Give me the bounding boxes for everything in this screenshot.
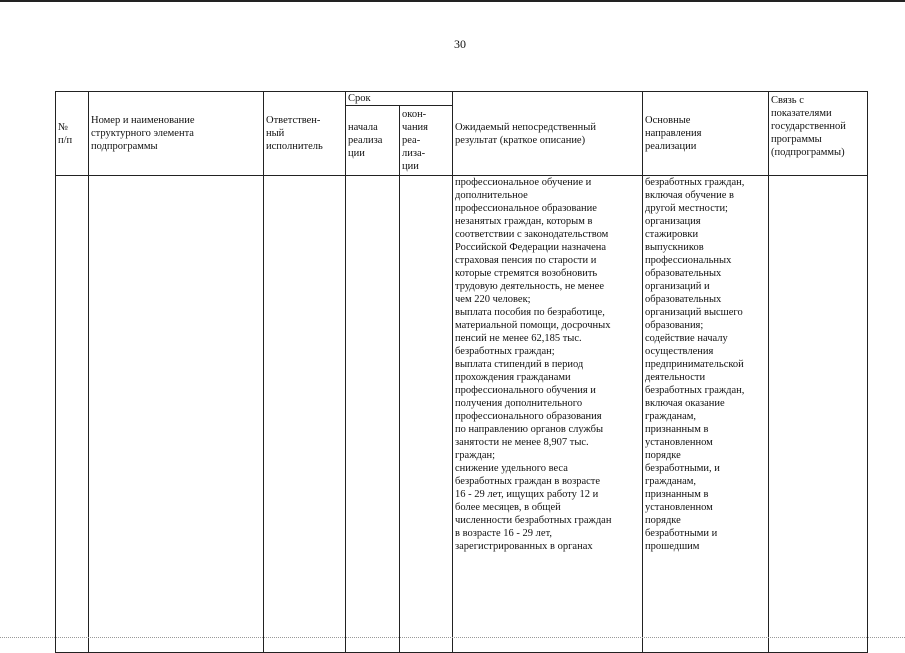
header-end-line: лиза- xyxy=(402,148,426,159)
header-result-line: результат (краткое описание) xyxy=(455,134,586,146)
direction-line: образовательных xyxy=(645,294,722,305)
header-link-line: показателями xyxy=(771,108,832,119)
header-directions xyxy=(643,92,769,176)
header-link-line: программы xyxy=(771,134,822,145)
result-line: Российской Федерации назначена xyxy=(455,242,607,253)
header-element-line: Номер и наименование xyxy=(91,115,195,126)
direction-line: безработных граждан, xyxy=(645,177,745,188)
direction-line: безработными, и xyxy=(645,463,720,474)
direction-line: безработными и xyxy=(645,528,718,539)
direction-line: профессиональных xyxy=(645,255,732,266)
direction-line: организация xyxy=(645,216,701,227)
header-start-line: реализа xyxy=(348,135,383,146)
header-end xyxy=(400,106,453,176)
header-element xyxy=(89,92,264,176)
direction-line: признанным в xyxy=(645,489,709,500)
direction-line: другой местности; xyxy=(645,203,728,214)
result-line: выплата пособия по безработице, xyxy=(455,307,605,318)
direction-line: гражданам, xyxy=(645,411,697,422)
direction-line: содействие началу xyxy=(645,333,728,344)
header-element-line: подпрограммы xyxy=(91,141,158,152)
direction-line: образования; xyxy=(645,320,704,331)
cell-link xyxy=(769,176,868,653)
result-line: численности безработных граждан xyxy=(455,515,612,526)
header-link-line: (подпрограммы) xyxy=(771,147,845,158)
cell-result xyxy=(453,176,643,653)
direction-line: стажировки xyxy=(645,229,699,240)
direction-line: установленном xyxy=(645,437,713,448)
result-line: безработных граждан; xyxy=(455,346,555,357)
direction-line: деятельности xyxy=(645,372,706,383)
header-link xyxy=(769,92,868,176)
header-directions-line: направления xyxy=(645,128,702,139)
page-bottom-edge xyxy=(0,635,905,638)
result-line: занятости не менее 8,907 тыс. xyxy=(455,437,589,448)
result-line: чем 220 человек; xyxy=(455,294,531,305)
direction-line: признанным в xyxy=(645,424,709,435)
result-line: выплата стипендий в период xyxy=(455,359,584,370)
result-line: дополнительное xyxy=(455,190,528,201)
direction-line: выпускников xyxy=(645,242,704,253)
result-line: 16 - 29 лет, ищущих работу 12 и xyxy=(455,489,599,500)
cell-element xyxy=(89,176,264,653)
page-top-border xyxy=(0,0,905,2)
result-line: безработных граждан в возрасте xyxy=(455,476,601,487)
program-table xyxy=(55,91,868,653)
result-line: материальной помощи, досрочных xyxy=(455,320,611,331)
header-end-line: чания xyxy=(402,122,429,133)
result-line: незанятых граждан, которым в xyxy=(455,216,593,227)
direction-line: гражданам, xyxy=(645,476,697,487)
header-directions-line: реализации xyxy=(645,141,697,152)
header-executor-line: ный xyxy=(266,128,285,139)
result-line: прохождения гражданами xyxy=(455,372,571,383)
cell-start xyxy=(346,176,400,653)
result-line: профессионального обучения и xyxy=(455,385,596,396)
cell-executor xyxy=(264,176,346,653)
header-result xyxy=(453,92,643,176)
direction-line: организаций и xyxy=(645,281,710,292)
header-directions-line: Основные xyxy=(645,115,691,126)
header-end-line: ции xyxy=(402,161,419,172)
direction-line: порядке xyxy=(645,515,681,526)
header-start-line: начала xyxy=(348,122,378,133)
header-term: Срок xyxy=(346,92,453,106)
result-line: снижение удельного веса xyxy=(455,463,568,474)
header-number-line: п/п xyxy=(58,134,73,146)
direction-line: прошедшим xyxy=(645,541,700,552)
result-line: зарегистрированных в органах xyxy=(455,541,593,552)
result-line: получения дополнительного xyxy=(455,398,583,409)
direction-line: порядке xyxy=(645,450,681,461)
direction-line: образовательных xyxy=(645,268,722,279)
header-start xyxy=(346,106,400,176)
header-executor-line: исполнитель xyxy=(266,141,323,152)
header-executor-line: Ответствен- xyxy=(266,115,321,126)
header-number xyxy=(56,92,89,176)
direction-line: организаций высшего xyxy=(645,307,743,318)
result-line: профессиональное образование xyxy=(455,203,597,214)
header-end-line: окон- xyxy=(402,109,427,120)
page-number: 30 xyxy=(454,37,466,51)
header-link-line: Связь с xyxy=(771,95,804,106)
result-line: профессионального образования xyxy=(455,411,602,422)
cell-directions xyxy=(643,176,769,653)
direction-line: предпринимательской xyxy=(645,359,744,370)
header-executor xyxy=(264,92,346,176)
result-line: по направлению органов службы xyxy=(455,424,604,435)
header-result-line: Ожидаемый непосредственный xyxy=(455,121,596,133)
cell-end xyxy=(400,176,453,653)
header-element-line: структурного элемента xyxy=(91,128,194,139)
result-line: которые стремятся возобновить xyxy=(455,268,598,279)
direction-line: включая оказание xyxy=(645,398,725,409)
result-line: более месяцев, в общей xyxy=(455,502,561,513)
direction-line: осуществления xyxy=(645,346,714,357)
result-line: страховая пенсия по старости и xyxy=(455,255,597,266)
result-line: профессиональное обучение и xyxy=(455,177,592,188)
header-link-line: государственной xyxy=(771,121,846,132)
cell-number xyxy=(56,176,89,653)
header-start-line: ции xyxy=(348,148,365,159)
result-line: соответствии с законодательством xyxy=(455,229,609,240)
header-end-line: реа- xyxy=(402,135,421,146)
header-number-line: № xyxy=(58,121,69,133)
direction-line: безработных граждан, xyxy=(645,385,745,396)
result-line: граждан; xyxy=(455,450,496,461)
result-line: трудовую деятельность, не менее xyxy=(455,281,605,292)
direction-line: включая обучение в xyxy=(645,190,735,201)
direction-line: установленном xyxy=(645,502,713,513)
result-line: пенсий не менее 62,185 тыс. xyxy=(455,333,582,344)
result-line: в возрасте 16 - 29 лет, xyxy=(455,528,553,539)
